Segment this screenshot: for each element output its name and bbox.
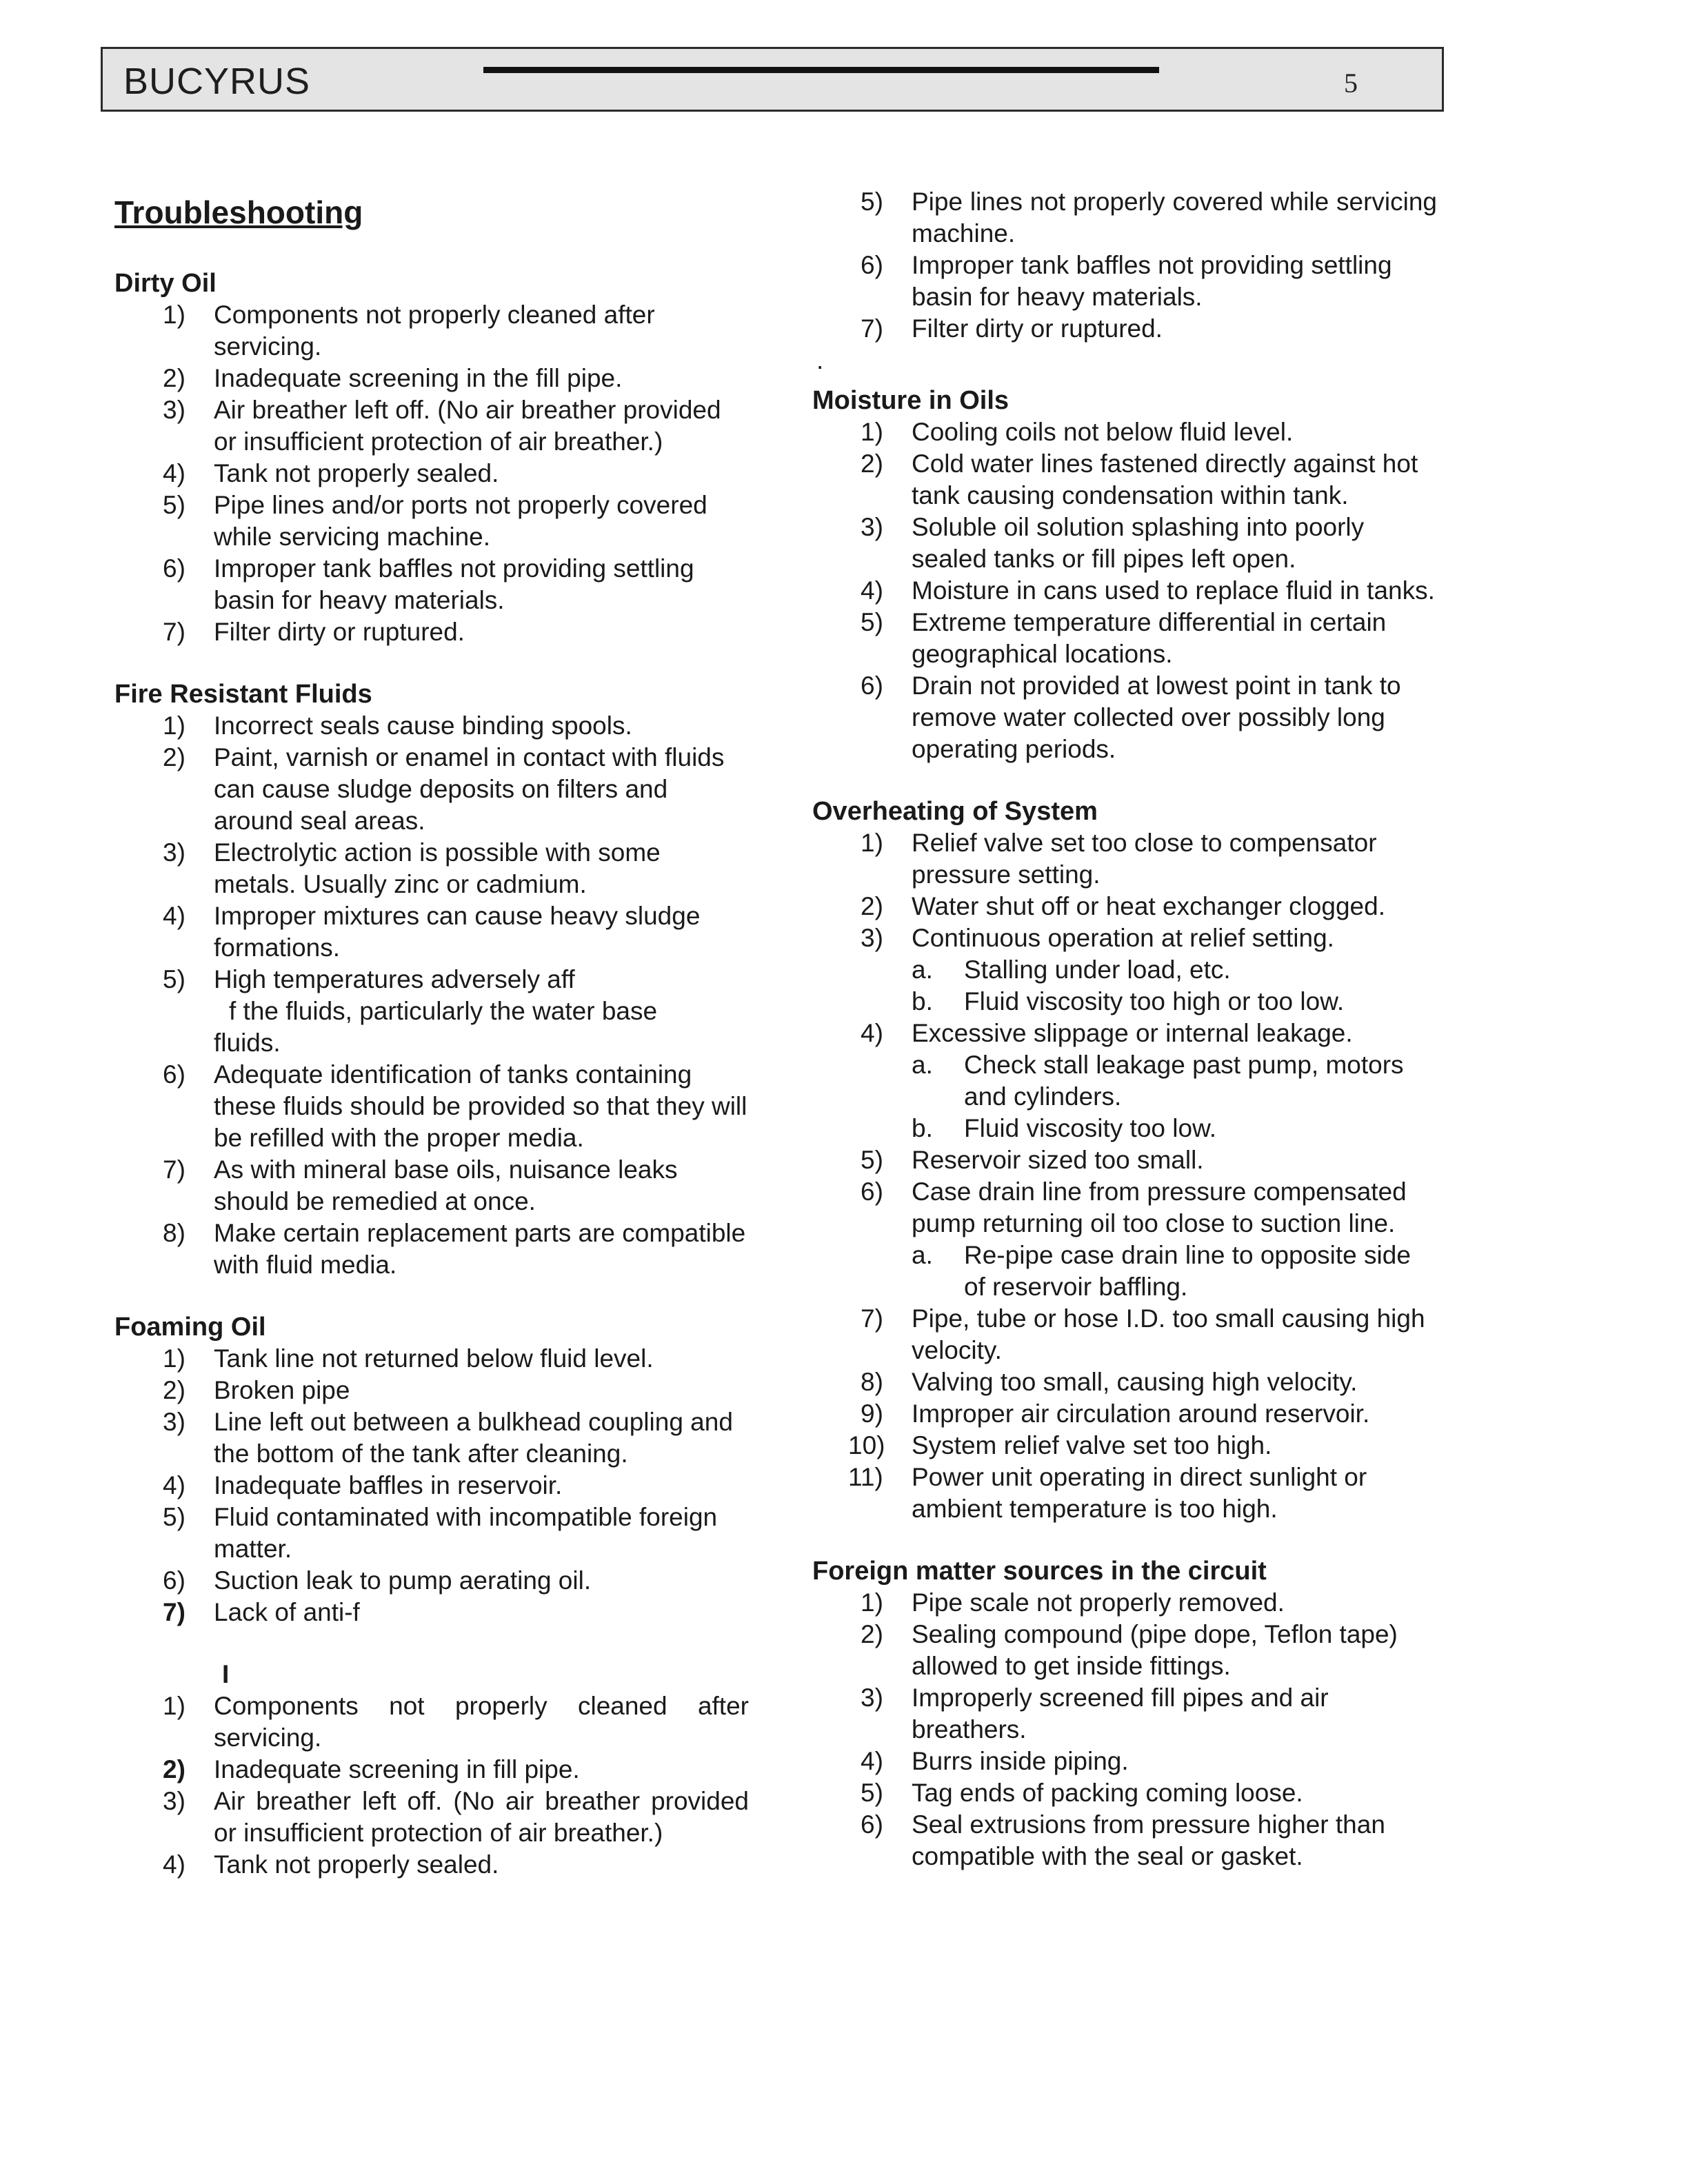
list-item: 5) Reservoir sized too small.	[861, 1146, 1204, 1174]
list-item: 2) Sealing compound (pipe dope, Teflon tape) allowed to get inside fittings.	[861, 1620, 1398, 1680]
list-item: 5) Tag ends of packing coming loose.	[861, 1779, 1303, 1807]
page-title: Troubleshooting	[114, 194, 363, 230]
page-header	[101, 47, 1444, 112]
list-item: 1) Components not properly cleaned after servicing.	[163, 301, 655, 361]
list-item: 7) As with mineral base oils, nuisance leaks should be remedied at once.	[163, 1155, 678, 1215]
list-item: 6) Adequate identification of tanks containing these fluids should be provided so that they will be refilled with the proper media.	[163, 1060, 747, 1152]
section-heading-fragment: I	[222, 1660, 230, 1688]
section-heading-foaming-oil: Foaming Oil	[114, 1313, 266, 1342]
list-item: 5) Fluid contaminated with incompatible foreign matter.	[163, 1503, 718, 1563]
list-item: 3) Soluble oil solution splashing into poorly sealed tanks or fill pipes left open.	[861, 513, 1365, 573]
sub-item: a. Stalling under load, etc.	[912, 956, 1231, 984]
sub-item: a. Re-pipe case drain line to opposite side of reservoir baffling.	[912, 1241, 1411, 1301]
list-item: 1) Tank line not returned below fluid level.	[163, 1344, 654, 1373]
list-item: 3) Electrolytic action is possible with some metals. Usually zinc or cadmium.	[163, 838, 661, 898]
moisture-list	[812, 416, 1437, 765]
overheating-list	[812, 827, 1437, 1525]
left-column	[114, 186, 749, 1881]
list-item: 5) Extreme temperature differential in certain geographical locations.	[861, 608, 1387, 668]
fragment-list	[114, 1690, 749, 1881]
page-number: 5	[1344, 68, 1358, 99]
sub-item: b. Fluid viscosity too low.	[912, 1114, 1217, 1142]
section-heading-overheating: Overheating of System	[812, 797, 1098, 826]
list-item: 1) Relief valve set too close to compensator pressure setting.	[861, 829, 1377, 889]
section-heading-foreign-matter: Foreign matter sources in the circuit	[812, 1557, 1267, 1586]
foaming-oil-list	[114, 1343, 749, 1628]
right-column	[812, 186, 1437, 1872]
list-item: 4) Tank not properly sealed.	[163, 1850, 499, 1879]
list-item: 6) Suction leak to pump aerating oil.	[163, 1566, 592, 1595]
list-item: 4) Excessive slippage or internal leakage. a. Check stall leakage past pump, motors and cylinders. b. Fluid viscosity too low.	[812, 1018, 1437, 1144]
sub-item: a. Check stall leakage past pump, motors and cylinders.	[912, 1051, 1404, 1111]
list-item: 6) Improper tank baffles not providing settling basin for heavy materials.	[861, 251, 1392, 311]
list-item: 2) Broken pipe	[163, 1376, 350, 1404]
list-item: 5) High temperatures adversely aff f the fluids, particularly the water base fluids.	[163, 965, 658, 1057]
list-item: 5) Pipe lines not properly covered while servicing machine.	[861, 188, 1437, 247]
list-item: 1) Pipe scale not properly removed.	[861, 1588, 1285, 1617]
list-item: 3) Improperly screened fill pipes and air breathers.	[861, 1684, 1329, 1743]
list-item: 4) Burrs inside piping.	[861, 1747, 1129, 1775]
list-item: 2) Inadequate screening in fill pipe.	[163, 1755, 580, 1783]
list-item: 8) Valving too small, causing high velocity.	[861, 1368, 1358, 1396]
list-item: 3) Air breather left off. (No air breather provided or insufficient protection of air breather.)	[163, 396, 721, 456]
list-item: 1) Components not properly cleaned after servicing.	[163, 1692, 749, 1752]
list-item: 3) Continuous operation at relief setting. a. Stalling under load, etc. b. Fluid viscosity too high or too low.	[812, 922, 1437, 1018]
list-item: 3) Air breather left off. (No air breather provided or insufficient protection of air breather.)	[163, 1787, 749, 1847]
list-item: 11) Power unit operating in direct sunlight or ambient temperature is too high.	[848, 1463, 1367, 1523]
header-rule	[483, 67, 1159, 73]
list-item: 2) Cold water lines fastened directly against hot tank causing condensation within tank.	[861, 449, 1418, 509]
list-item: 7) Filter dirty or ruptured.	[163, 618, 465, 646]
list-item: 6) Drain not provided at lowest point in tank to remove water collected over possibly long operating periods.	[861, 671, 1401, 763]
foreign-matter-list	[812, 1587, 1437, 1872]
list-item: 7) Filter dirty or ruptured.	[861, 314, 1163, 343]
section-heading-moisture: Moisture in Oils	[812, 386, 1009, 415]
brand-name: BUCYRUS	[123, 61, 311, 102]
list-item: 7) Pipe, tube or hose I.D. too small causing high velocity.	[861, 1304, 1425, 1364]
list-item: 6) Case drain line from pressure compensated pump returning oil too close to suction line. a. Re-pipe case drain line to opposite side of reservoir baffling.	[812, 1176, 1437, 1303]
list-item: 9) Improper air circulation around reservoir.	[861, 1399, 1370, 1428]
list-item: 4) Moisture in cans used to replace fluid in tanks.	[861, 576, 1435, 605]
list-item: 2) Inadequate screening in the fill pipe.	[163, 364, 623, 392]
list-item: 1) Incorrect seals cause binding spools.	[163, 711, 632, 740]
dirty-oil-list	[114, 299, 749, 648]
list-item: 1) Cooling coils not below fluid level.	[861, 418, 1294, 446]
sub-item: b. Fluid viscosity too high or too low.	[912, 987, 1345, 1015]
section-heading-dirty-oil: Dirty Oil	[114, 269, 217, 298]
dirty-oil-continued-list	[812, 186, 1437, 345]
list-item: 6) Improper tank baffles not providing settling basin for heavy materials.	[163, 554, 694, 614]
list-item: 4) Improper mixtures can cause heavy sludge formations.	[163, 902, 701, 962]
list-item: 8) Make certain replacement parts are compatible with fluid media.	[163, 1219, 746, 1279]
fire-resistant-list	[114, 710, 749, 1281]
list-item: 6) Seal extrusions from pressure higher than compatible with the seal or gasket.	[861, 1810, 1385, 1870]
list-item: 3) Line left out between a bulkhead coupling and the bottom of the tank after cleaning.	[163, 1408, 733, 1468]
list-item: 2) Water shut off or heat exchanger clogged.	[861, 892, 1385, 920]
list-item: 10) System relief valve set too high.	[848, 1431, 1272, 1459]
list-item: 7) Lack of anti-f	[163, 1598, 360, 1626]
list-item: 4) Tank not properly sealed.	[163, 459, 499, 487]
list-item: 4) Inadequate baffles in reservoir.	[163, 1471, 563, 1499]
list-item: 5) Pipe lines and/or ports not properly covered while servicing machine.	[163, 491, 707, 551]
section-heading-fire-resistant: Fire Resistant Fluids	[114, 680, 372, 709]
stray-mark: .	[816, 346, 824, 374]
list-item: 2) Paint, varnish or enamel in contact with fluids can cause sludge deposits on filters and around seal areas.	[163, 743, 725, 835]
